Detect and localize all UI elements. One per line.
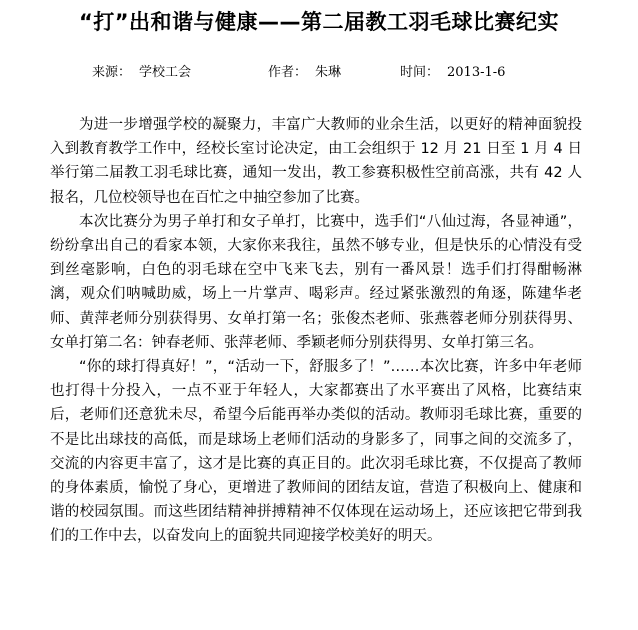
article-title: “打”出和谐与健康——第二届教工羽毛球比赛纪实 [78, 10, 560, 34]
date-value: 2013-1-6 [447, 65, 506, 80]
author-value: 朱琳 [315, 65, 342, 80]
article-paragraph: “你的球打得真好！”，“活动一下，舒服多了！”……本次比赛，许多中年老师也打得十分投入，一点不亚于年轻人，大家都赛出了水平赛出了风格，比赛结束后，老师们还意犹未尽，希望今后能再举办类似的活动。教师羽毛球比赛，重要的不是比出球技的高低，而是球场上老师们活动的身影多了，同事之间的交流多了，交流的内容更丰富了，这才是比赛的真正目的。此次羽毛球比赛，不仅提高了教师的身体素质，愉悦了身心，更增进了教师间的团结友谊，营造了积极向上、健康和谐的校园氛围。而这些团结精神拼搏精神不仅体现在运动场上，还应该把它带到我们的工作中去，以奋发向上的面貌共同迎接学校美好的明天。 [50, 359, 582, 545]
date-line [400, 64, 505, 82]
article-body [50, 113, 582, 549]
date-label: 时间： [400, 65, 440, 80]
source-line [92, 64, 191, 82]
article-paragraph: 为进一步增强学校的凝聚力，丰富广大教师的业余生活，以更好的精神面貌投入到教育教学工作中，经校长室讨论决定，由工会组织于 12 月 21 日至 1 月 4 日举行第二届教工羽毛球比赛，通知一发出，教工参赛积极性空前高涨，共有 42 人报名，几位校领导也在百忙之中抽空参加了比赛。 [50, 117, 582, 206]
source-label: 来源： [92, 65, 132, 80]
source-value: 学校工会 [139, 65, 192, 80]
author-line [268, 64, 341, 82]
article-paragraph: 本次比赛分为男子单打和女子单打，比赛中，选手们“八仙过海，各显神通”，纷纷拿出自己的看家本领，大家你来我往，虽然不够专业，但是快乐的心情没有受到丝毫影响，白色的羽毛球在空中飞来飞去，别有一番风景！选手们打得酣畅淋漓，观众们呐喊助威，场上一片掌声、喝彩声。经过紧张激烈的角逐，陈建华老师、黄萍老师分别获得男、女单打第一名；张俊杰老师、张燕蓉老师分别获得男、女单打第二名：钟春老师、张萍老师、季颖老师分别获得男、女单打第三名。 [50, 213, 582, 351]
author-label: 作者： [268, 65, 308, 80]
